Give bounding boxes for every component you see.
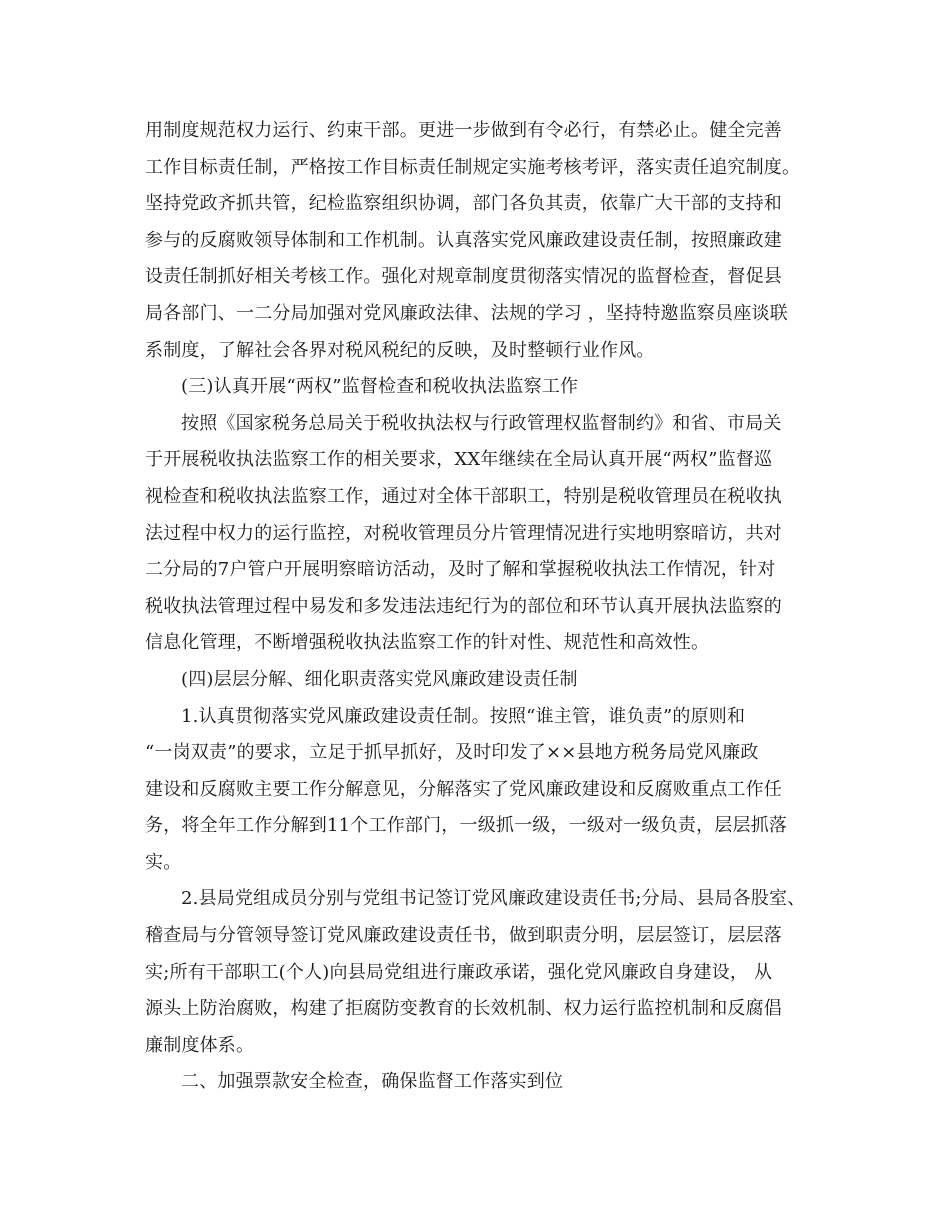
paragraph-first-line: 按照《国家税务总局关于税收执法权与行政管理权监督制约》和省、市局关 bbox=[181, 412, 782, 434]
paragraph-line: 法过程中权力的运行监控，对税收管理员分片管理情况进行实地明察暗访，共对 bbox=[145, 522, 782, 544]
paragraph-line: 系制度，了解社会各界对税风税纪的反映，及时整顿行业作风。 bbox=[145, 339, 655, 361]
paragraph-line: 廉制度体系。 bbox=[145, 1034, 255, 1056]
paragraph-first-line: 1.认真贯彻落实党风廉政建设责任制。按照“谁主管，谁负责”的原则和 bbox=[181, 705, 746, 727]
paragraph-line: 实;所有干部职工(个人)向县局党组进行廉政承诺，强化党风廉政自身建设， 从 bbox=[145, 961, 773, 983]
paragraph-line: 源头上防治腐败，构建了拒腐防变教育的长效机制、权力运行监控机制和反腐倡 bbox=[145, 998, 782, 1020]
paragraph-line: 二分局的7户管户开展明察暗访活动，及时了解和掌握税收执法工作情况，针对 bbox=[145, 559, 776, 581]
paragraph-first-line: 2.县局党组成员分别与党组书记签订党风廉政建设责任书;分局、县局各股室、 bbox=[181, 888, 806, 910]
paragraph-line: 坚持党政齐抓共管，纪检监察组织协调，部门各负其责，依靠广大干部的支持和 bbox=[145, 193, 782, 215]
paragraph-line: 工作目标责任制，严格按工作目标责任制规定实施考核考评，落实责任追究制度。 bbox=[145, 156, 801, 178]
paragraph-first-line: (四)层层分解、细化职责落实党风廉政建设责任制 bbox=[181, 668, 578, 690]
paragraph-line: “一岗双责”的要求，立足于抓早抓好，及时印发了××县地方税务局党风廉政 bbox=[145, 742, 759, 764]
paragraph-line: 局各部门、一二分局加强对党风廉政法律、法规的学习 ，坚持特邀监察员座谈联 bbox=[145, 302, 788, 324]
paragraph-first-line: 二、加强票款安全检查，确保监督工作落实到位 bbox=[181, 1071, 564, 1093]
paragraph-line: 建设和反腐败主要工作分解意见，分解落实了党风廉政建设和反腐败重点工作任 bbox=[145, 778, 782, 800]
paragraph-line: 信息化管理，不断增强税收执法监察工作的针对性、规范性和高效性。 bbox=[145, 632, 710, 654]
paragraph-line: 参与的反腐败领导体制和工作机制。认真落实党风廉政建设责任制，按照廉政建 bbox=[145, 229, 782, 251]
paragraph-line: 实。 bbox=[145, 851, 182, 873]
paragraph-line: 用制度规范权力运行、约束干部。更进一步做到有令必行，有禁必止。健全完善 bbox=[145, 120, 782, 141]
paragraph-line: 税收执法管理过程中易发和多发违法违纪行为的部位和环节认真开展执法监察的 bbox=[145, 595, 782, 617]
paragraph-line: 视检查和税收执法监察工作，通过对全体干部职工，特别是税收管理员在税收执 bbox=[145, 485, 782, 507]
paragraph-line: 稽查局与分管领导签订党风廉政建设责任书，做到职责分明，层层签订，层层落 bbox=[145, 925, 782, 947]
paragraph-line: 务，将全年工作分解到11个工作部门，一级抓一级，一级对一级负责，层层抓落 bbox=[145, 815, 788, 837]
paragraph-first-line: (三)认真开展“两权”监督检查和税收执法监察工作 bbox=[181, 376, 579, 398]
paragraph-line: 设责任制抓好相关考核工作。强化对规章制度贯彻落实情况的监督检查，督促县 bbox=[145, 266, 782, 288]
paragraph-line: 于开展税收执法监察工作的相关要求，XX年继续在全局认真开展“两权”监督巡 bbox=[145, 449, 773, 471]
document-body bbox=[145, 113, 825, 1101]
